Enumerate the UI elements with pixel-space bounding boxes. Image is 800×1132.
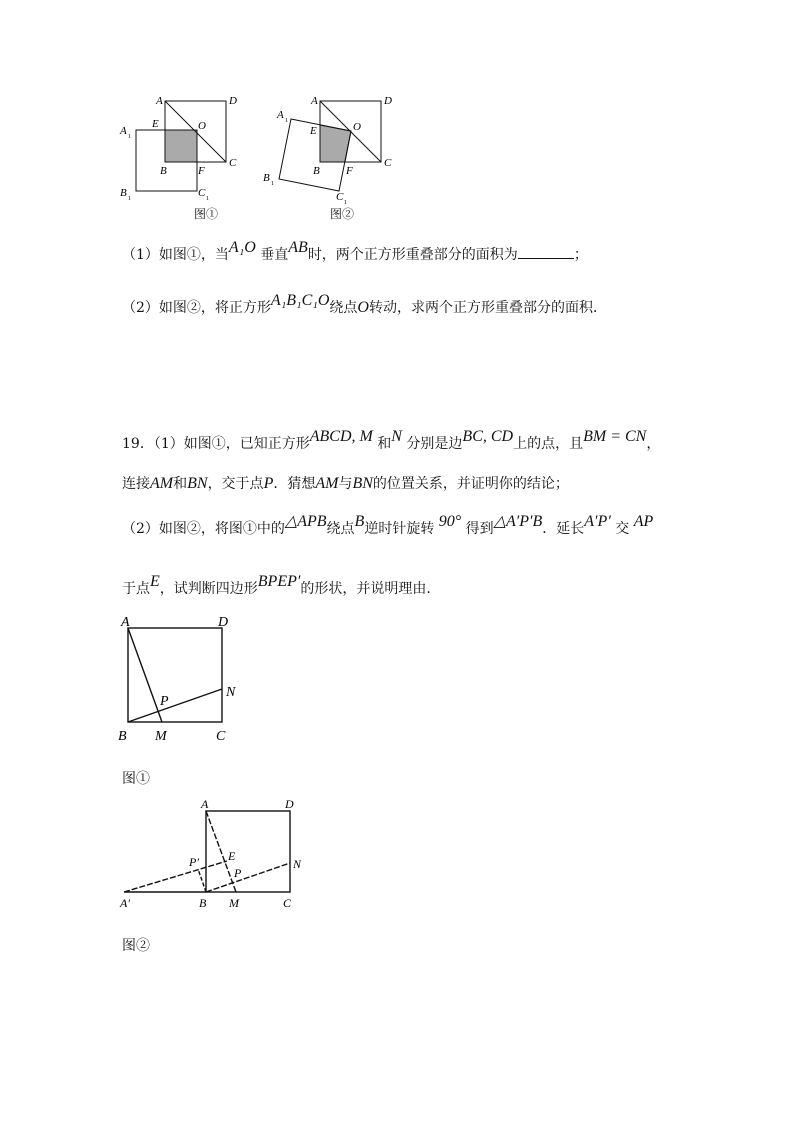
- label-E: E: [152, 118, 159, 130]
- figure-top-1: [115, 92, 245, 204]
- label-B: B: [199, 896, 207, 910]
- label-C1: C: [336, 191, 344, 203]
- q19-line2: 连接AM和BN，交于点P．猜想AM与BN的位置关系，并证明你的结论；: [122, 475, 569, 492]
- caption-q19-fig1: 图①: [122, 771, 150, 787]
- caption-top-fig2: 图②: [330, 207, 355, 221]
- label-C1-sub: 1: [206, 196, 209, 202]
- segment-am: [128, 628, 162, 722]
- math-a1b1c1o: A₁B₁C₁O: [270, 292, 330, 309]
- label-A1: A: [120, 125, 127, 137]
- label-P-prime: P′: [189, 855, 199, 869]
- label-D: D: [218, 615, 229, 630]
- math-abcd-m: ABCD, M: [309, 428, 373, 445]
- math-ab: AB: [288, 239, 308, 256]
- q18-part1: （1）如图①，当A₁O 垂直AB时，两个正方形重叠部分的面积为 ；: [122, 239, 588, 263]
- label-A: A: [311, 95, 318, 107]
- label-P: P: [160, 694, 169, 709]
- label-A1-sub: 1: [285, 118, 288, 124]
- math-a1o: A₁O: [228, 239, 256, 256]
- label-A1: A: [277, 109, 284, 121]
- q18-part2: （2）如图②，将正方形A₁B₁C₁O绕点O转动，求两个正方形重叠部分的面积．: [122, 292, 607, 316]
- label-D: D: [229, 95, 237, 107]
- label-C1: C: [198, 187, 206, 199]
- q19-line1: 19．（1）如图①，已知正方形ABCD, M 和N 分别是边BC, CD上的点，且BM = CN，: [122, 428, 661, 452]
- label-M: M: [229, 896, 239, 910]
- label-A: A: [201, 797, 209, 811]
- caption-top-fig1: 图①: [194, 207, 219, 221]
- label-B: B: [313, 165, 320, 177]
- label-B1-sub: 1: [271, 181, 274, 187]
- q19-line3: （2）如图②，将图①中的△APB绕点B逆时针旋转 90° 得到△A′P′B．延长A′P′ 交 AP: [122, 513, 654, 537]
- label-B1-sub: 1: [128, 196, 131, 202]
- label-A: A: [121, 615, 130, 630]
- square-abcd: [206, 811, 290, 892]
- segment-b-p-prime: [198, 869, 206, 892]
- square-abcd: [128, 628, 222, 722]
- label-E: E: [310, 125, 317, 137]
- label-C: C: [229, 157, 237, 169]
- label-O: O: [353, 121, 361, 133]
- label-B: B: [118, 729, 127, 744]
- figure-q19-1: [112, 608, 252, 748]
- label-O: O: [198, 120, 206, 132]
- label-P: P: [234, 866, 242, 880]
- math-bm-eq-cn: BM = CN: [583, 428, 647, 445]
- label-C: C: [283, 896, 292, 910]
- label-B1: B: [263, 172, 270, 184]
- answer-blank: [518, 246, 574, 259]
- segment-bn: [128, 689, 222, 722]
- label-C: C: [384, 157, 392, 169]
- label-M: M: [155, 729, 167, 744]
- label-D: D: [285, 797, 294, 811]
- label-N: N: [226, 685, 236, 700]
- label-D: D: [384, 95, 392, 107]
- math-bc-cd: BC, CD: [462, 428, 514, 445]
- label-N: N: [293, 857, 302, 871]
- q19-line4: 于点E，试判断四边形BPEP′的形状，并说明理由．: [122, 573, 441, 597]
- label-E: E: [228, 849, 236, 863]
- segment-a-prime-e: [124, 861, 227, 892]
- math-o: O: [357, 299, 369, 316]
- figure-q19-2: [115, 792, 305, 914]
- label-A: A: [156, 95, 163, 107]
- segment-bn: [206, 863, 290, 892]
- label-B: B: [160, 165, 167, 177]
- label-C: C: [216, 729, 226, 744]
- figure-top-2: [258, 92, 398, 204]
- label-F: F: [198, 165, 205, 177]
- label-F: F: [346, 165, 353, 177]
- caption-q19-fig2: 图②: [122, 938, 150, 954]
- label-B1: B: [120, 187, 127, 199]
- label-A1-sub: 1: [128, 134, 131, 140]
- label-A-prime: A′: [120, 896, 130, 910]
- label-C1-sub: 1: [344, 200, 347, 204]
- math-n: N: [391, 428, 402, 445]
- overlap-shaded-region: [165, 130, 197, 162]
